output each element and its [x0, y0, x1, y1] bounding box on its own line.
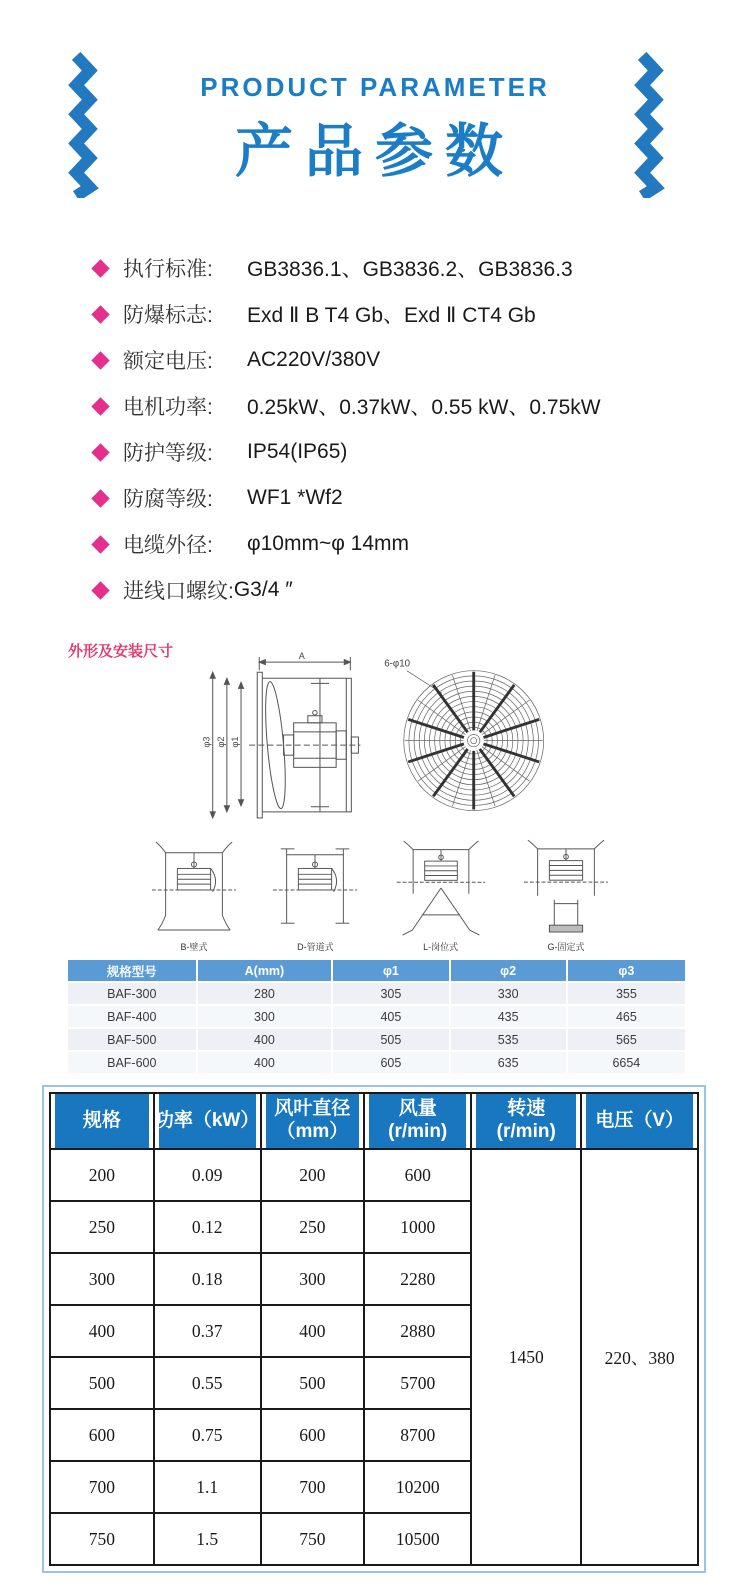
spec-item-rated-voltage	[92, 337, 692, 383]
spec-value: GB3836.1、GB3836.2、GB3836.3	[247, 258, 573, 281]
mount-type-wall	[150, 838, 238, 963]
cell: 465	[568, 1004, 685, 1027]
mount-type-fixed	[522, 838, 610, 963]
spec-item-protection-grade	[92, 429, 692, 475]
column-header: φ1	[333, 960, 450, 981]
spec-item-cable-diameter	[92, 521, 692, 567]
table-row	[68, 981, 685, 1004]
spec-value: φ10mm~φ 14mm	[247, 532, 410, 555]
table-row	[68, 1050, 685, 1073]
page-title: 产品参数	[234, 119, 515, 184]
cell: 250	[261, 1201, 365, 1253]
cell: 535	[451, 1027, 568, 1050]
dimensions-section-label: 外形及安装尺寸	[68, 643, 174, 660]
spec-label: 电缆外径:	[123, 534, 213, 557]
column-header: 规格	[50, 1093, 154, 1149]
mounting-holes-label: 6-φ10	[384, 658, 411, 670]
header-line: (r/min)	[496, 1121, 556, 1142]
cell: 0.18	[154, 1253, 261, 1305]
spec-label: 电机功率:	[123, 396, 213, 419]
duct-mount-drawing	[271, 838, 359, 938]
header-line: 风量	[398, 1098, 437, 1120]
spec-item-exproof-mark	[92, 291, 692, 337]
cell: 405	[333, 1004, 450, 1027]
mount-label: D-管道式	[297, 942, 334, 952]
cell: 435	[451, 1004, 568, 1027]
cell: 700	[50, 1461, 154, 1513]
spec-item-standard	[92, 245, 692, 291]
mount-type-pedestal	[393, 838, 489, 963]
cell: 300	[50, 1253, 154, 1305]
fan-side-view-drawing	[196, 652, 364, 824]
cell: BAF-300	[68, 981, 198, 1004]
cell: 400	[198, 1050, 334, 1073]
dim-d3-label: φ3	[201, 736, 212, 748]
diamond-bullet-icon	[91, 581, 109, 599]
cell: 0.12	[154, 1201, 261, 1253]
fan-front-view-drawing	[376, 648, 556, 823]
diamond-bullet-icon	[91, 305, 109, 323]
cell: 700	[261, 1461, 365, 1513]
cell: 200	[50, 1149, 154, 1201]
spec-value: G3/4 ″	[233, 578, 293, 601]
performance-table-frame	[42, 1085, 706, 1573]
cell: 750	[50, 1513, 154, 1565]
cell: 280	[198, 981, 334, 1004]
spec-label: 防爆标志:	[123, 304, 213, 327]
spec-value: WF1 *Wf2	[247, 486, 343, 509]
diamond-bullet-icon	[91, 397, 109, 415]
cell: BAF-500	[68, 1027, 198, 1050]
mount-label: B-壁式	[180, 942, 208, 952]
column-header	[364, 1093, 471, 1149]
cell: BAF-400	[68, 1004, 198, 1027]
merged-speed-cell: 1450	[471, 1149, 581, 1565]
cell: 600	[50, 1409, 154, 1461]
cell: 400	[198, 1027, 334, 1050]
spec-value: AC220V/380V	[247, 348, 381, 371]
cell: 200	[261, 1149, 365, 1201]
cell: 500	[261, 1357, 365, 1409]
cell: 330	[451, 981, 568, 1004]
cell: 565	[568, 1027, 685, 1050]
mount-label: G-固定式	[547, 942, 585, 952]
table-header-row	[50, 1093, 698, 1149]
cell: 0.37	[154, 1305, 261, 1357]
cell: BAF-600	[68, 1050, 198, 1073]
diamond-bullet-icon	[91, 535, 109, 553]
column-header: 电压（V）	[581, 1093, 698, 1149]
cell: 400	[50, 1305, 154, 1357]
cell: 600	[261, 1409, 365, 1461]
spec-label: 额定电压:	[123, 350, 213, 373]
column-header: φ3	[568, 960, 685, 981]
column-header: 功率（kW）	[154, 1093, 261, 1149]
cell: 8700	[364, 1409, 471, 1461]
cell: 300	[261, 1253, 365, 1305]
cell: 5700	[364, 1357, 471, 1409]
column-header: φ2	[451, 960, 568, 981]
spec-item-inlet-thread	[92, 567, 692, 613]
spec-item-anticorrosion-grade	[92, 475, 692, 521]
cell: 400	[261, 1305, 365, 1357]
diamond-bullet-icon	[91, 259, 109, 277]
dim-a-label: A	[298, 652, 305, 662]
cell: 600	[364, 1149, 471, 1201]
pedestal-mount-drawing	[393, 838, 489, 938]
column-header	[471, 1093, 581, 1149]
spec-value: IP54(IP65)	[247, 440, 348, 463]
page-subtitle: PRODUCT PARAMETER	[200, 72, 550, 102]
fixed-mount-drawing	[522, 838, 610, 938]
header-line: 风叶直径	[274, 1098, 351, 1120]
diamond-bullet-icon	[91, 489, 109, 507]
cell: 250	[50, 1201, 154, 1253]
mount-label: L-岗位式	[423, 942, 459, 952]
wall-mount-drawing	[150, 838, 238, 938]
diamond-bullet-icon	[91, 443, 109, 461]
spec-list	[92, 245, 692, 613]
cell: 605	[333, 1050, 450, 1073]
model-dimension-table	[68, 960, 685, 1073]
cell: 300	[198, 1004, 334, 1027]
dim-d1-label: φ1	[230, 736, 241, 748]
spec-value: 0.25kW、0.37kW、0.55 kW、0.75kW	[247, 396, 601, 419]
cell: 0.75	[154, 1409, 261, 1461]
header-line: 转速	[507, 1098, 546, 1120]
merged-voltage-cell: 220、380	[581, 1149, 698, 1565]
cell: 635	[451, 1050, 568, 1073]
table-header-row	[68, 960, 685, 981]
spec-label: 进线口螺纹:	[123, 580, 234, 603]
column-header	[261, 1093, 365, 1149]
spec-value: Exd Ⅱ B T4 Gb、Exd Ⅱ CT4 Gb	[247, 304, 536, 327]
spec-label: 防腐等级:	[123, 488, 213, 511]
cell: 505	[333, 1027, 450, 1050]
cell: 6654	[568, 1050, 685, 1073]
column-header: A(mm)	[198, 960, 334, 981]
cell: 0.55	[154, 1357, 261, 1409]
performance-table	[49, 1092, 699, 1566]
table-row	[68, 1027, 685, 1050]
cell: 2280	[364, 1253, 471, 1305]
spec-item-motor-power	[92, 383, 692, 429]
cell: 305	[333, 981, 450, 1004]
cell: 10500	[364, 1513, 471, 1565]
cell: 10200	[364, 1461, 471, 1513]
cell: 1000	[364, 1201, 471, 1253]
cell: 1.5	[154, 1513, 261, 1565]
table-row	[68, 1004, 685, 1027]
column-header: 规格型号	[68, 960, 198, 981]
cell: 750	[261, 1513, 365, 1565]
cell: 1.1	[154, 1461, 261, 1513]
table-row	[50, 1149, 698, 1201]
header-line: （mm）	[276, 1121, 349, 1142]
spec-label: 执行标准:	[123, 258, 213, 281]
cell: 355	[568, 981, 685, 1004]
diamond-bullet-icon	[91, 351, 109, 369]
header-line: (r/min)	[388, 1121, 448, 1142]
mount-type-duct	[271, 838, 359, 963]
mount-types-row	[150, 838, 610, 963]
cell: 0.09	[154, 1149, 261, 1201]
cell: 500	[50, 1357, 154, 1409]
spec-label: 防护等级:	[123, 442, 213, 465]
cell: 2880	[364, 1305, 471, 1357]
dim-d2-label: φ2	[215, 736, 226, 748]
